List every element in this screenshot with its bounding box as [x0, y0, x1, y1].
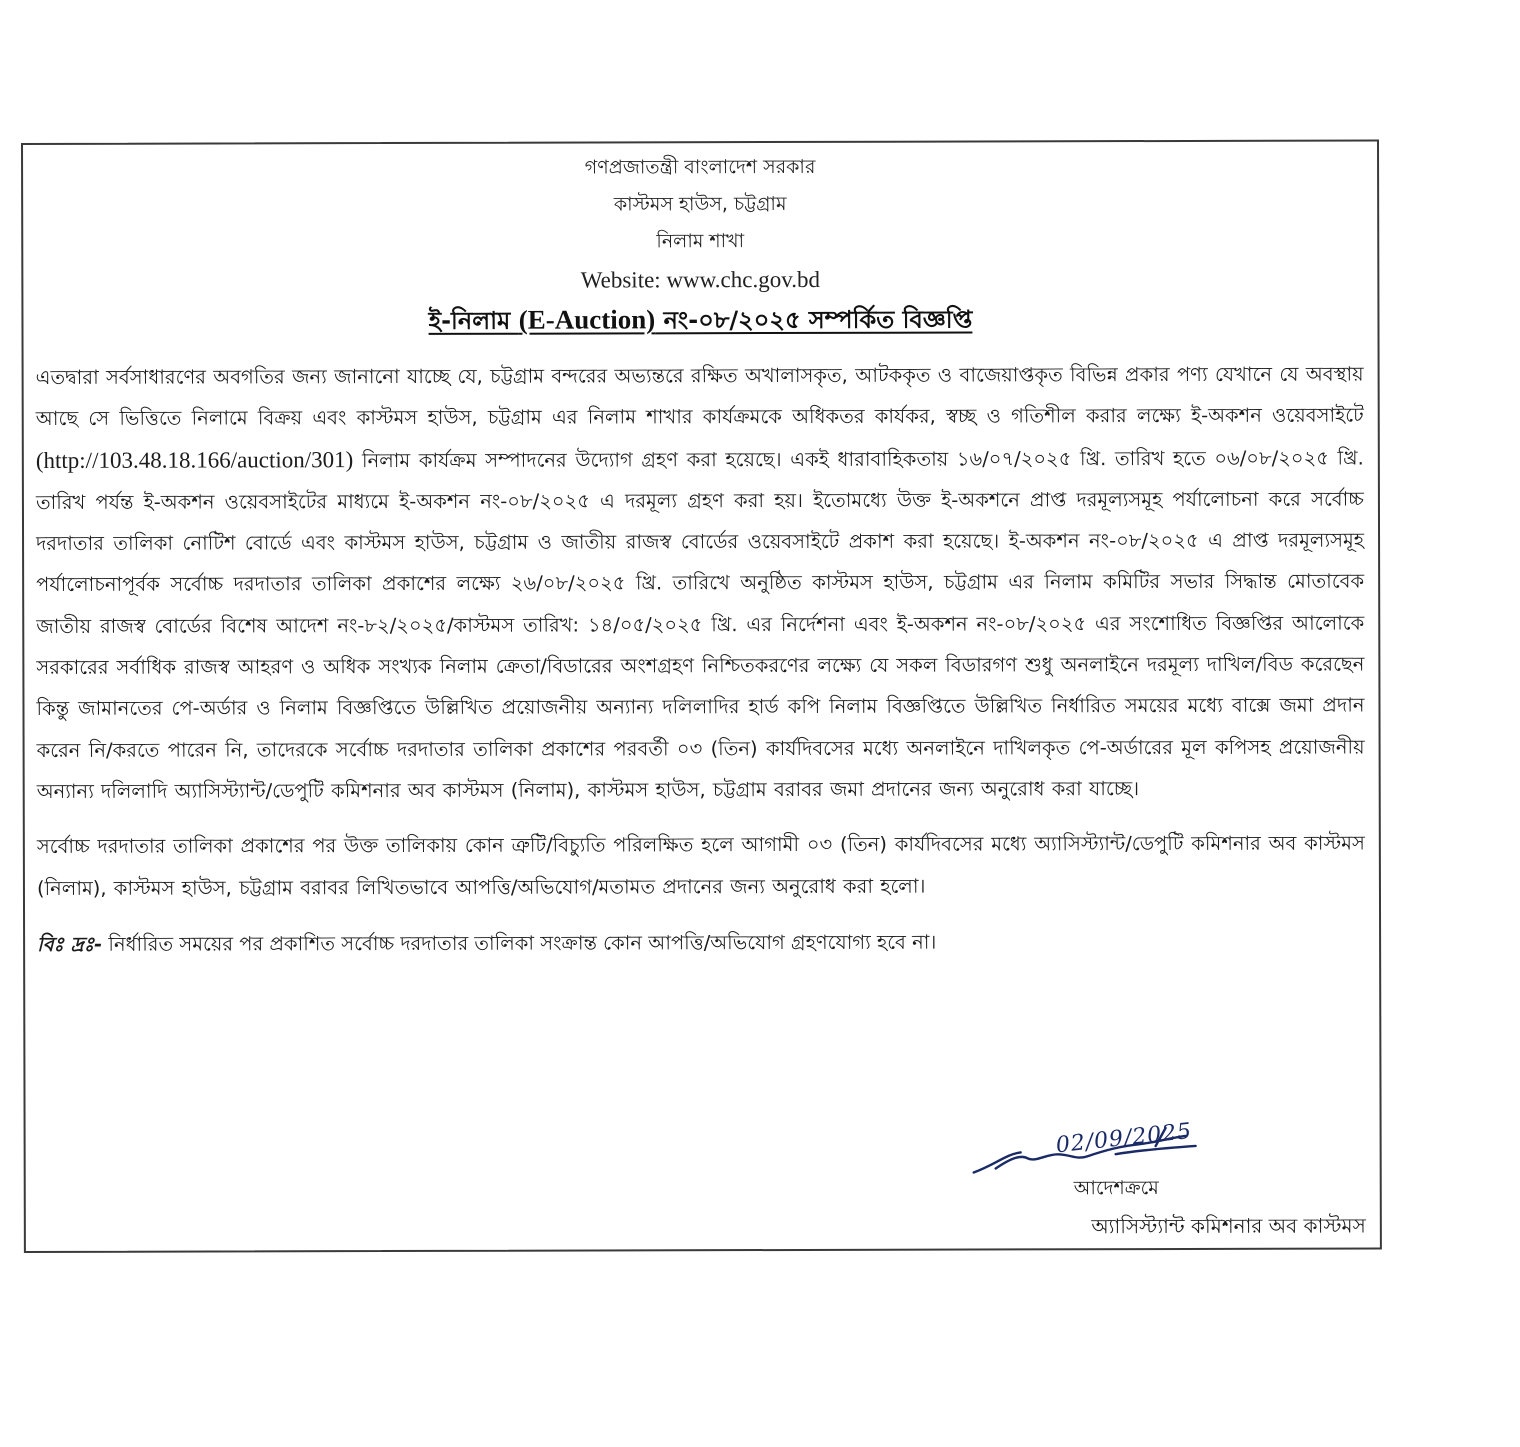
letterhead — [23, 147, 1377, 339]
paragraph-objection-text: সর্বোচ্চ দরদাতার তালিকা প্রকাশের পর উক্ত তালিকায় কোন ত্রুটি/বিচ্যুতি পরিলক্ষিত হলে আগামী ০৩ (তিন) কার্যদিবসের মধ্যে অ্যাসিস্ট্যান্ট/ডেপুটি কমিশনার অব কাস্টমস (নিলাম), কাস্টমস হাউস, চট্টগ্রাম বরাবর লিখিতভাবে আপত্তি/অভিযোগ/মতামত প্রদানের জন্য অনুরোধ করা হলো। — [36, 831, 1365, 900]
signatory-designation: অ্যাসিস্ট্যান্ট কমিশনার অব কাস্টমস — [1091, 1213, 1366, 1239]
note-label: বিঃ দ্রঃ- — [37, 932, 103, 956]
title-prefix: ই-নিলাম — [428, 306, 519, 335]
office-name: কাস্টমস হাউস, চট্টগ্রাম — [613, 192, 787, 216]
notice-document — [21, 139, 1382, 1253]
note-line — [37, 921, 1365, 964]
handwritten-date: 02/09/2025 — [1054, 1118, 1194, 1159]
paragraph-main — [36, 353, 1365, 812]
title-suffix: নং-০৮/২০২৫ সম্পর্কিত বিজ্ঞপ্তি — [655, 305, 973, 335]
paragraph-objection — [37, 823, 1365, 909]
paragraph-main-part2: নিলাম কার্যক্রম সম্পাদনের উদ্যোগ গ্রহণ করা হয়েছে। একই ধারাবাহিকতায় ১৬/০৭/২০২৫ খ্রি. তারিখ হতে ০৬/০৮/২০২৫ খ্রি. তারিখ পর্যন্ত ই-অকশন ওয়েবসাইটের মাধ্যমে ই-অকশন নং-০৮/২০২৫ এ দরমূল্য গ্রহণ করা হয়। ইতোমধ্যে উক্ত ই-অকশনে প্রাপ্ত দরমূল্যসমূহ পর্যালোচনা করে সর্বোচ্চ দরদাতার তালিকা নোটিশ বোর্ডে এবং কাস্টমস হাউস, চট্টগ্রাম ও জাতীয় রাজস্ব বোর্ডের ওয়েবসাইটে প্রকাশ করা হয়েছে। ই-অকশন নং-০৮/২০২৫ এ প্রাপ্ত দরমূল্যসমূহ পর্যালোচনাপূর্বক সর্বোচ্চ দরদাতার তালিকা প্রকাশের লক্ষ্যে ২৬/০৮/২০২৫ খ্রি. তারিখে অনুষ্ঠিত কাস্টমস হাউস, চট্টগ্রাম এর নিলাম কমিটির সভার সিদ্ধান্ত মোতাবেক জাতীয় রাজস্ব বোর্ডের বিশেষ আদেশ নং-৮২/২০২৫/কাস্টমস তারিখ: ১৪/০৫/২০২৫ খ্রি. এর নির্দেশনা এবং ই-অকশন নং-০৮/২০২৫ এর সংশোধিত বিজ্ঞপ্তির আলোকে সরকারের সর্বাধিক রাজস্ব আহরণ ও অধিক সংখ্যক নিলাম ক্রেতা/বিডারের অংশগ্রহণ নিশ্চিতকরণের লক্ষ্যে যে সকল বিডারগণ শুধু অনলাইনে দরমূল্য দাখিল/বিড করেছেন কিন্তু জামানতের পে-অর্ডার ও নিলাম বিজ্ঞপ্তিতে উল্লিখিত প্রয়োজনীয় অন্যান্য দলিলাদির হার্ড কপি নিলাম বিজ্ঞপ্তিতে উল্লিখিত নির্ধারিত সময়ের মধ্যে বাক্সে জমা প্রদান করেন নি/করতে পারেন নি, তাদেরকে সর্বোচ্চ দরদাতার তালিকা প্রকাশের পরবর্তী ০৩ (তিন) কার্যদিবসের মধ্যে অনলাইনে দাখিলকৃত পে-অর্ডারের মূল কপিসহ প্রয়োজনীয় অন্যান্য দলিলাদি অ্যাসিস্ট্যান্ট/ডেপুটি কমিশনার অব কাস্টমস (নিলাম), কাস্টমস হাউস, চট্টগ্রাম বরাবর জমা প্রদানের জন্য অনুরোধ করা যাচ্ছে। — [35, 446, 1365, 803]
title-english: (E-Auction) — [518, 304, 656, 335]
signature-block — [946, 1118, 1366, 1244]
government-name: গণপ্রজাতন্ত্রী বাংলাদেশ সরকার — [584, 155, 816, 179]
paragraph-main-part1: এতদ্বারা সর্বসাধারণের অবগতির জন্য জানানো যাচ্ছে যে, চট্টগ্রাম বন্দরের অভ্যন্তরে রক্ষিত অখালাসকৃত, আটককৃত ও বাজেয়াপ্তকৃত বিভিন্ন প্রকার পণ্য যেখানে যে অবস্থায় আছে সে ভিত্তিতে নিলামে বিক্রয় এবং কাস্টমস হাউস, চট্টগ্রাম এর নিলাম শাখার কার্যক্রমকে অধিকতর কার্যকর, স্বচ্ছ ও গতিশীল করার লক্ষ্যে ই-অকশন ওয়েবসাইটে — [35, 362, 1364, 431]
branch-name: নিলাম শাখা — [656, 230, 745, 253]
website-text: Website: www.chc.gov.bd — [580, 266, 820, 293]
notice-title — [429, 302, 973, 338]
notice-body — [36, 353, 1366, 964]
auction-url-link[interactable]: (http://103.48.18.166/auction/301) — [35, 446, 354, 473]
note-text: নির্ধারিত সময়ের পর প্রকাশিত সর্বোচ্চ দরদাতার তালিকা সংক্রান্ত কোন আপত্তি/অভিযোগ গ্রহণযোগ্য হবে না। — [102, 930, 937, 956]
by-order-text: আদেশক্রমে — [1073, 1177, 1159, 1200]
